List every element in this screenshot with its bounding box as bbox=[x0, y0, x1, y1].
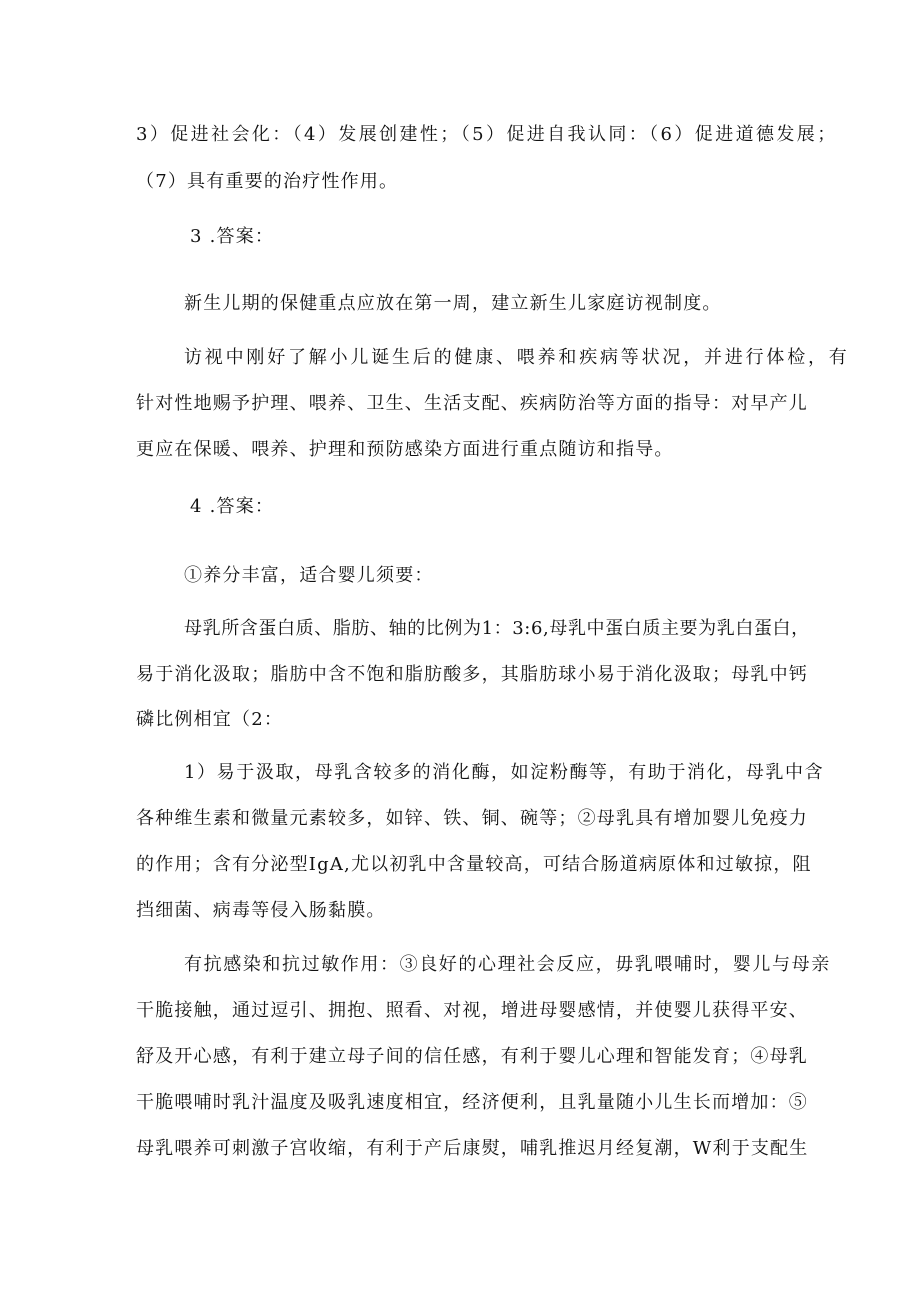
text-line: 3）促进社会化：（4）发展创建性；（5）促进自我认同：（6）促进道德发展； bbox=[136, 124, 838, 145]
text-line: 有抗感染和抗过敏作用：③良好的心理社会反应，毋乳喂哺时，婴儿与母亲 bbox=[184, 954, 831, 975]
text-line: 更应在保暖、喂养、护理和预防感染方面进行重点随访和指导。 bbox=[136, 439, 674, 460]
text-line: 针对性地赐予护理、喂养、卫生、生活支配、疾病防治等方面的指导：对早产儿 bbox=[136, 393, 808, 414]
text-line: 访视中刚好了解小儿诞生后的健康、喂养和疾病等状况，并进行体检，有 bbox=[184, 347, 850, 368]
section-heading: 3 .答案： bbox=[190, 226, 275, 247]
text-line: 干脆接触，通过逗引、拥抱、照看、对视，增进母婴感情，并使婴儿获得平安、 bbox=[136, 1000, 808, 1021]
text-line: 的作用；含有分泌型IgA,尤以初乳中含量较高，可结合肠道病原体和过敏掠，阻 bbox=[136, 854, 812, 875]
section-heading: 4 .答案： bbox=[190, 496, 275, 517]
text-line: 干脆喂哺时乳汁温度及吸乳速度相宜，经济便利，且乳量随小儿生长而增加：⑤ bbox=[136, 1092, 808, 1113]
text-line: 舒及开心感，有利于建立母子间的信任感，有利于婴儿心理和智能发育；④母乳 bbox=[136, 1046, 808, 1067]
text-line: 母乳喂养可刺激子宫收缩，有利于产后康熨，哺乳推迟月经复潮，W利于支配生 bbox=[136, 1138, 809, 1159]
text-line: 1）易于汲取，母乳含较多的消化酶，如淀粉酶等，有助于消化，母乳中含 bbox=[184, 762, 825, 783]
text-line: （7）具有重要的治疗性作用。 bbox=[136, 171, 399, 192]
text-line: 磷比例相宜（2： bbox=[136, 709, 284, 730]
text-line: 挡细菌、病毒等侵入肠黏膜。 bbox=[136, 900, 386, 921]
text-line: 母乳所含蛋白质、脂肪、轴的比例为1：3:6,母乳中蛋白质主要为乳白蛋白， bbox=[184, 618, 810, 639]
text-line: 新生儿期的保健重点应放在第一周，建立新生儿家庭访视制度。 bbox=[184, 293, 722, 314]
text-line: 各种维生素和微量元素较多，如锌、铁、铜、碗等；②母乳具有增加婴儿免疫力 bbox=[136, 808, 808, 829]
text-line: 易于消化汲取；脂肪中含不饱和脂肪酸多，其脂肪球小易于消化汲取；母乳中钙 bbox=[136, 664, 808, 685]
text-line: ①养分丰富，适合婴儿须要： bbox=[184, 565, 434, 586]
